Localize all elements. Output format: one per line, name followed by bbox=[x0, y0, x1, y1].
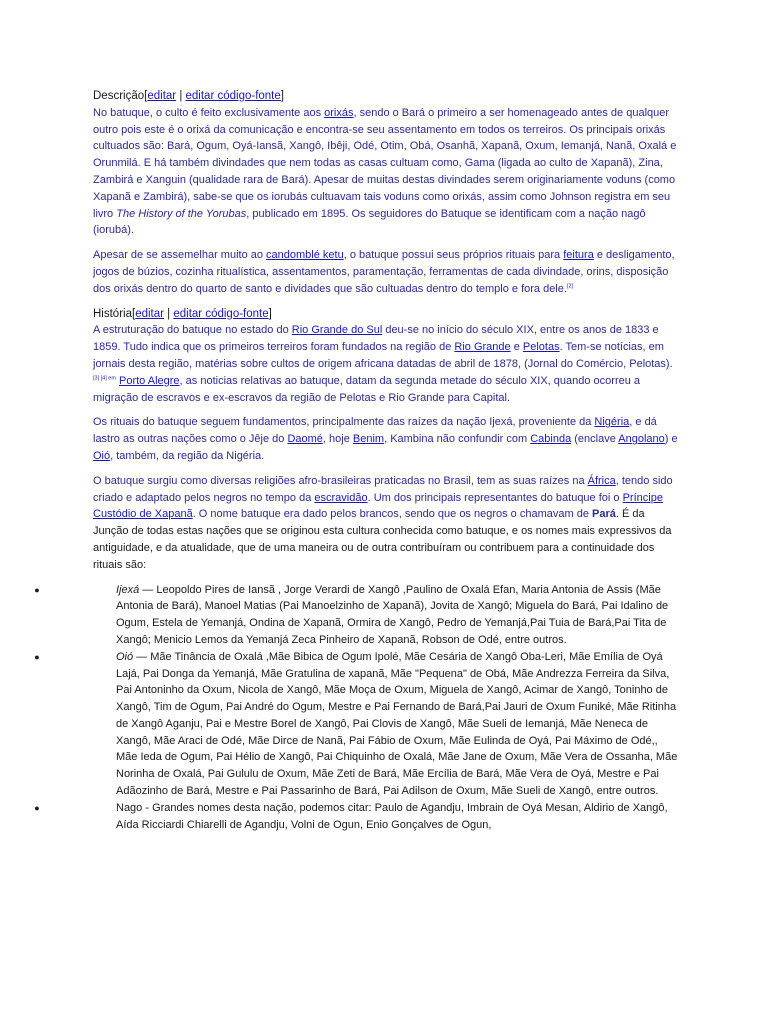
inline-link[interactable]: Nigéria bbox=[594, 416, 630, 429]
edit-link[interactable]: editar bbox=[135, 307, 164, 320]
list-item: ● Ijexá — Leopoldo Pires de Iansã , Jorge Verardi de Xangô ,Paulino de Oxalá Efan, Maria Antonia de Assis (Mãe Antonia de Bará), Manoel Matias (Pai Manoelzinho de Xapanã), Jovita de Xangô; Miguela do Bará, Pai Idalino de Ogum, Estela de Yemanjá, Ondina de Xapanã, Ormira de Xangô, Pedro de Yemanjá,Pai Tuia de Bará,Pai Tita de Xangô; Menicio Lemos da Yemanjá Zeca Pinheiro de Xapanã, Robson de Odé, entre outros. bbox=[93, 582, 678, 649]
paragraph: A estruturação do batuque no estado do Rio Grande do Sul deu-se no início do século XIX, entre os anos de 1833 e 1859. Tudo indica que os primeiros terreiros foram fundados na região de Rio Grande e Pelotas. Tem-se notícias, em jornais desta região, matérias sobre cultos de origem africana datadas de abril de 1878, (Jornal do Comércio, Pelotas).$^{[3] [4] em}$ Porto Alegre, as noticias relativas ao batuque, datam da segunda metade do século XIX, quando ocorreu a migração de escravos e ex-escravos da região de Pelotas e Rio Grande para Capital. bbox=[93, 324, 673, 404]
list-item: ● Oió — Mãe Tinância de Oxalá ,Mãe Bibica de Ogum Ipolé, Mãe Cesária de Xangô Oba-Leri, Mãe Emília de Oyá Lajá, Pai Donga da Yemanjá, Mãe Gratulina de xapanã, Mãe "Pequena" de Obá, Mãe Andrezza Ferreira da Silva, Pai Antoninho da Oxum, Nicola de Xangô, Mãe Moça de Oxum, Miguela de Xangô, Acimar de Xangô, Toninho de Xangô, Tim de Ogum, Pai André do Ogum, Mestre e Pai Fernando de Bará,Pai Jauri de Oxum Funiké, Mãe Ritinha de Xangô Aganju, Pai e Mestre Borel de Xangô, Pai Clovis de Xangô, Mãe Sueli de Iemanjá, Mãe Neneca de Xangô, Mãe Araci de Odé, Mãe Dirce de Nanã, Pai Fábio de Oxum, Mãe Eulinda de Oyá, Pai Máximo de Odé,, Mãe Ieda de Ogum, Pai Hélio de Xangô, Pai Chiquinho de Oxalá, Mãe Jane de Oxum, Mãe Vera de Ossanha, Mãe Norinha de Oxalá, Pai Gululu de Oxum, Mãe Zeti de Bará, Mãe Ercília de Bará, Mãe Vera de Oyá, Mestre e Pai Adãozinho de Bará, Mestre e Pai Passarinho de Bará, Pai Adilson de Oxum, Mãe Sueli de Xangô, entre outros. bbox=[93, 649, 678, 800]
edit-source-link[interactable]: editar código-fonte bbox=[173, 307, 269, 320]
bullet-icon: ● bbox=[34, 802, 40, 813]
paragraph: No batuque, o culto é feito exclusivamente aos orixás, sendo o Bará o primeiro a ser homenageado antes de qualquer outro pois este é o orixá da comunicação e encontra-se seu assentamento em todos os terreiros. Os principais orixás cultuados são: Bará, Ogum, Oyá-Iansã, Xangô, Ibêji, Odé, Otim, Obá, Osanhã, Xapanã, Oxum, Iemanjá, Nanã, Oxalá e Orunmilá. E há também divindades que nem todas as casas cultuam como, Gama (ligada ao culto de Xapanã), Zina, Zambirá e Xanguin (qualidade rara de Bará). Apesar de muitas destas divindades serem originariamente voduns (como Xapanã e Zambirá), sabe-se que os iorubás cultuavam tais voduns como orixás, assim como Johnson registra em seu livro The History of the Yorubas, publicado em 1895. Os seguidores do Batuque se identificam com a nação nagô (iorubá). bbox=[93, 106, 677, 237]
section-title: História bbox=[93, 307, 132, 320]
paragraph: O batuque surgiu como diversas religiões afro-brasileiras praticadas no Brasil, tem as suas raízes na África, tendo sido criado e adaptado pelos negros no tempo da escravidão. Um dos principais representantes do batuque foi o Príncipe Custódio de Xapanã. O nome batuque era dado pelos brancos, sendo que os negros o chamavam de Pará. É da Junção de todas estas nações que se originou esta cultura conhecida como batuque, e os nomes mais expressivos da antiguidade, e da atualidade, que de uma maneira ou de outra contribuíram ou contribuem para a continuidade dos rituais são: bbox=[93, 474, 673, 571]
inline-link[interactable]: candomblé ketu bbox=[266, 249, 344, 262]
inline-link[interactable]: Oió bbox=[93, 449, 111, 462]
section-heading-descricao: Descrição[editar | editar código-fonte] bbox=[93, 90, 284, 102]
inline-link[interactable]: Rio Grande do Sul bbox=[291, 324, 383, 337]
inline-link[interactable]: Príncipe Custódio de Xapanã bbox=[93, 491, 663, 521]
section-heading-historia: História[editar | editar código-fonte] bbox=[93, 307, 272, 320]
edit-link[interactable]: editar bbox=[147, 90, 177, 102]
inline-link[interactable]: Benim bbox=[352, 433, 385, 446]
reference-note[interactable]: [2] bbox=[566, 283, 574, 290]
bullet-icon: ● bbox=[34, 584, 40, 595]
reference-note[interactable]: [3] [4] em bbox=[93, 375, 116, 382]
edit-source-link[interactable]: editar código-fonte bbox=[185, 90, 281, 102]
inline-link[interactable]: orixás bbox=[324, 106, 354, 119]
inline-link[interactable]: Porto Alegre bbox=[119, 374, 180, 387]
inline-link[interactable]: Cabinda bbox=[530, 433, 572, 446]
bullet-icon: ● bbox=[34, 651, 40, 662]
section-title: Descrição bbox=[93, 90, 145, 102]
inline-link[interactable]: Daomé bbox=[287, 433, 323, 446]
inline-link[interactable]: Angolano bbox=[618, 433, 665, 446]
inline-link[interactable]: feitura bbox=[563, 249, 594, 262]
inline-link[interactable]: Pelotas bbox=[522, 341, 560, 354]
article-body bbox=[34, 88, 678, 833]
inline-link[interactable]: Rio Grande bbox=[454, 341, 511, 354]
list-item: ● Nago - Grandes nomes desta nação, podemos citar: Paulo de Agandju, Imbrain de Oyá Mesan, Aldirio de Xangô, Aída Ricciardi Chiarelli de Agandju, Volni de Ogun, Enio Gonçalves de Ogun, bbox=[93, 800, 678, 834]
paragraph: Apesar de se assemelhar muito ao candomblé ketu, o batuque possui seus próprios rituais para feitura e desligamento, jogos de búzios, cozinha ritualística, assentamentos, paramentação, ferramentas de cada divindade, orins, disposição dos orixás dentro do quarto de santo e dividades que são cultuadas dentro do templo e fora dele.[2] bbox=[93, 249, 675, 295]
names-list bbox=[34, 582, 678, 834]
paragraph: Os rituais do batuque seguem fundamentos, principalmente das raízes da nação Ijexá, proveniente da Nigéria, e dá lastro as outras nações como o Jêje do Daomé, hoje Benim, Kambina não confundir com Cabinda (enclave Angolano) e Oió, também, da região da Nigéria. bbox=[93, 416, 678, 462]
inline-link[interactable]: África bbox=[587, 474, 616, 487]
inline-link[interactable]: escravidão bbox=[314, 491, 368, 504]
